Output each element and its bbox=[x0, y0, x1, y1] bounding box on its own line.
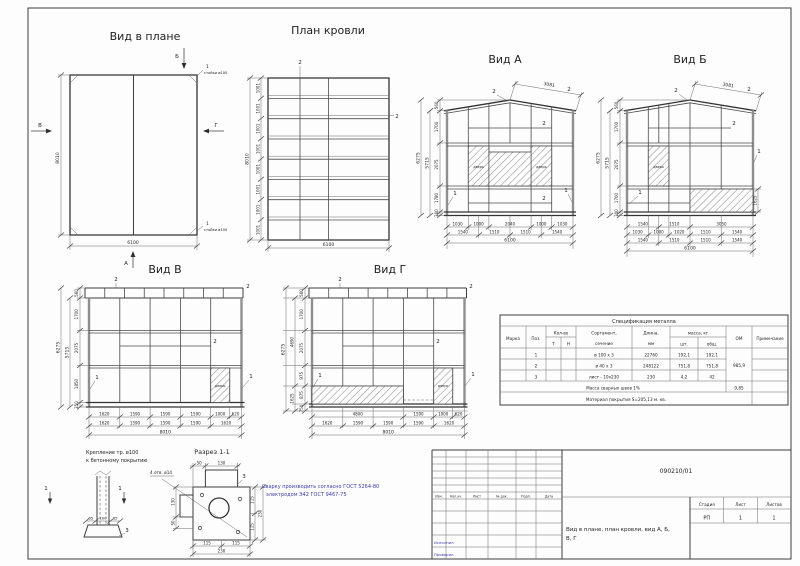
grid-marker: 2 bbox=[246, 284, 250, 290]
plate-outline bbox=[193, 487, 250, 540]
table-title: Спецификация металла bbox=[612, 319, 676, 325]
table-cell: 230 bbox=[647, 374, 655, 380]
table-cell: 192,1 bbox=[678, 352, 690, 358]
dim-label: 6100 bbox=[504, 238, 516, 244]
grid-marker: 2 bbox=[542, 121, 546, 127]
section-marker: Г bbox=[214, 123, 218, 129]
column-header: сечение bbox=[595, 341, 613, 346]
dim-label: 50 bbox=[196, 460, 202, 466]
weld-note bbox=[262, 484, 379, 498]
dim-label: 230 bbox=[217, 548, 226, 554]
dim-label: 1001 bbox=[255, 184, 261, 195]
dim-label: 5715 bbox=[65, 346, 71, 359]
roof-plan bbox=[245, 24, 399, 252]
dim-label: 1590 bbox=[413, 420, 424, 426]
grid-marker: 2 bbox=[567, 87, 571, 93]
grid-marker: 2 bbox=[436, 339, 440, 345]
table-cell: Масса сварных швов 1% bbox=[586, 385, 640, 391]
dim-label: 65 bbox=[112, 515, 118, 521]
dim-label: 1540 bbox=[552, 229, 563, 235]
base-plate bbox=[84, 525, 122, 537]
section-marker: 1 bbox=[118, 486, 122, 492]
table-cell: 42 bbox=[709, 374, 715, 380]
column-header: мм bbox=[647, 341, 655, 346]
dim-label: 115 bbox=[249, 496, 255, 504]
dim-label: 3081 bbox=[722, 82, 735, 90]
post-note: стойки ø100 bbox=[204, 228, 228, 232]
dim-label: 1001 bbox=[255, 204, 261, 215]
table-cell: лист - 10х230 bbox=[588, 374, 620, 380]
dim-label: 1510 bbox=[520, 229, 531, 235]
plan-view bbox=[31, 30, 228, 268]
dim-label: 8010 bbox=[245, 153, 251, 165]
titleblock-role: Проверил bbox=[434, 552, 454, 557]
dim-label: 1700 bbox=[614, 121, 620, 132]
arrow-icon bbox=[131, 251, 136, 257]
grid-marker: 2 bbox=[492, 89, 496, 95]
view-title: Вид А bbox=[488, 53, 522, 66]
view-title: Вид Г bbox=[373, 263, 407, 276]
dim-label: 4800 bbox=[352, 411, 363, 417]
dim-label: 50 bbox=[170, 520, 176, 526]
base-line bbox=[444, 212, 576, 216]
dim-label: 130 bbox=[170, 498, 176, 506]
column-header: масса, кг bbox=[687, 330, 709, 336]
dim-label: 6275 bbox=[56, 341, 62, 354]
section-marker: В bbox=[38, 123, 42, 129]
grid-marker: 2 bbox=[732, 121, 736, 127]
titleblock-header: Дата bbox=[544, 494, 554, 499]
fastening-detail bbox=[44, 450, 147, 537]
gusset-outline bbox=[180, 495, 193, 517]
dim-label: 1001 bbox=[255, 164, 261, 175]
column-header: ОМ bbox=[735, 336, 743, 341]
table-cell: 3 bbox=[534, 374, 538, 380]
dim-label: 115 bbox=[232, 540, 240, 546]
dim-lines bbox=[170, 460, 266, 557]
dim-label: 1590 bbox=[129, 420, 141, 426]
dim-ticks bbox=[58, 73, 200, 249]
door-label: дверь bbox=[437, 384, 449, 388]
dim-label: 1510 bbox=[700, 229, 711, 235]
dim-label: 1000 bbox=[653, 229, 664, 235]
titleblock-header: Лист bbox=[472, 494, 482, 499]
post-note: стойки ø100 bbox=[204, 71, 228, 75]
table-cell: 2 bbox=[534, 363, 538, 369]
grid-marker: 2 bbox=[674, 88, 678, 94]
dim-label: 2075 bbox=[74, 342, 80, 354]
titleblock-header: Лист bbox=[735, 502, 746, 507]
dim-label: 1540 bbox=[637, 237, 648, 243]
dim-label: 1510 bbox=[669, 221, 680, 227]
leader-lines bbox=[300, 66, 394, 116]
leader-lines bbox=[754, 155, 757, 162]
dim-label: 1000 bbox=[215, 411, 226, 417]
dim-label: 230 bbox=[257, 509, 263, 518]
dim-label: 6275 bbox=[416, 152, 422, 164]
dim-label: 2040 bbox=[504, 221, 516, 227]
column-header: Марка bbox=[506, 336, 520, 341]
dim-label: 1590 bbox=[190, 420, 201, 426]
doc-number: 090210/01 bbox=[659, 468, 693, 475]
wall-hatch bbox=[312, 386, 403, 404]
break-line bbox=[95, 471, 111, 475]
title-block bbox=[432, 450, 791, 559]
pipe-circle bbox=[209, 498, 229, 518]
base-line bbox=[309, 404, 468, 407]
column-header: Длина, bbox=[643, 330, 659, 336]
grid-marker: 2 bbox=[213, 339, 217, 345]
dim-label: 1000 bbox=[536, 221, 547, 227]
dim-label: 1001 bbox=[255, 143, 261, 154]
leader-lines bbox=[242, 380, 249, 388]
dim-label: 300 bbox=[434, 209, 440, 217]
view-title: Разрез 1-1 bbox=[194, 448, 230, 456]
dim-lines bbox=[283, 288, 312, 411]
section-marker: А bbox=[124, 261, 128, 267]
item-marker: 1 bbox=[453, 191, 457, 197]
grid-marker: 2 bbox=[114, 277, 118, 283]
table-cell: 22760 bbox=[644, 352, 658, 358]
dim-label: 3050 bbox=[716, 221, 727, 227]
dim-label: 1700 bbox=[74, 309, 80, 320]
grid-marker: 2 bbox=[469, 284, 473, 290]
dim-label: 1620 bbox=[99, 411, 110, 417]
dim-label: 560 bbox=[299, 289, 305, 297]
base-line bbox=[86, 403, 245, 408]
stage-value: РП bbox=[703, 515, 711, 522]
table-cell: 9,85 bbox=[734, 385, 744, 391]
dim-label: 3081 bbox=[543, 82, 556, 89]
table-cell: 192,1 bbox=[706, 352, 718, 358]
dim-label: 1030 bbox=[632, 229, 643, 235]
dim-label: 875 bbox=[299, 391, 305, 399]
dim-label: 1590 bbox=[383, 420, 394, 426]
dim-ticks bbox=[283, 286, 308, 414]
dim-label: 8010 bbox=[56, 152, 61, 164]
dim-label: 1540 bbox=[732, 237, 743, 243]
sheet-value: 1 bbox=[738, 515, 743, 522]
item-marker: 1 bbox=[206, 222, 209, 227]
dim-label: 1590 bbox=[160, 411, 171, 417]
section-marker: 1 bbox=[44, 486, 48, 492]
dim-label: 1540 bbox=[732, 229, 743, 235]
column-header: Н bbox=[566, 341, 571, 347]
linework bbox=[329, 288, 447, 298]
table-cell: 1 bbox=[534, 352, 538, 358]
dim-ticks bbox=[170, 464, 266, 557]
dim-label: 975 bbox=[299, 371, 305, 380]
column-header: Поз. bbox=[531, 336, 541, 341]
dim-label: 6100 bbox=[127, 241, 139, 246]
grid-marker: 2 bbox=[298, 60, 302, 66]
table-cell: 751,8 bbox=[706, 363, 718, 369]
dim-label: 1030 bbox=[452, 221, 463, 227]
titleblock-header: Изм. bbox=[435, 494, 443, 499]
dim-label: 2075 bbox=[614, 159, 620, 170]
view-title: Вид в плане bbox=[109, 30, 181, 43]
dim-ticks bbox=[598, 98, 623, 219]
dim-label: 1510 bbox=[669, 237, 680, 243]
bolt-hole bbox=[238, 497, 241, 500]
dim-label: 8010 bbox=[382, 430, 394, 436]
dim-label: 6100 bbox=[684, 246, 696, 252]
bolt-hole bbox=[198, 526, 201, 529]
column-header: Т bbox=[552, 341, 555, 347]
dim-label: 1590 bbox=[190, 411, 201, 417]
table-cell: 751,8 bbox=[678, 363, 690, 369]
titleblock-role: Исполнил bbox=[434, 540, 454, 545]
bolt-hole bbox=[200, 493, 203, 496]
door-label: дверь bbox=[536, 165, 547, 169]
table-cell: ø 40 х 3 bbox=[595, 363, 613, 369]
dim-label: 1625 bbox=[752, 195, 758, 206]
dim-label: 1700 bbox=[434, 121, 440, 132]
gusset-outline bbox=[205, 470, 237, 487]
grid-marker: 2 bbox=[542, 196, 546, 202]
column-header: Примечание bbox=[756, 336, 784, 341]
rails bbox=[89, 331, 242, 369]
dim-label: 65 bbox=[88, 515, 94, 521]
item-marker: 1 bbox=[638, 190, 642, 196]
view-title: Вид В bbox=[148, 263, 182, 276]
dim-label: 115 bbox=[203, 540, 211, 546]
dim-label: 1030 bbox=[557, 221, 568, 227]
column-header: общ. bbox=[706, 341, 718, 347]
table-cell: 248122 bbox=[643, 363, 659, 369]
grid-marker: 2 bbox=[338, 277, 342, 283]
drawing-title: Вид в плане, план кровли, вид А, Б, bbox=[566, 527, 670, 533]
dim-label: 130 bbox=[217, 460, 226, 466]
dim-label: 620 bbox=[454, 411, 463, 417]
grid-marker: 2 bbox=[747, 87, 751, 93]
titleblock-header: Листов bbox=[766, 502, 782, 507]
wall-hatch bbox=[690, 189, 753, 212]
item-marker: 1 bbox=[95, 375, 99, 381]
dim-label: 560 bbox=[74, 289, 80, 297]
view-title: Вид Б bbox=[673, 53, 707, 66]
dim-ticks bbox=[247, 76, 392, 251]
titleblock-header: Стадия bbox=[698, 502, 715, 507]
dim-label: 1620 bbox=[444, 420, 455, 426]
dim-label: 1700 bbox=[614, 192, 620, 204]
view-g bbox=[280, 263, 474, 439]
note-text: электродом Э42 ГОСТ 9467-75 bbox=[266, 492, 347, 498]
table-border bbox=[500, 315, 788, 405]
gate-hatch bbox=[489, 152, 531, 186]
arrow-icon bbox=[122, 499, 126, 505]
dim-label: 6275 bbox=[281, 343, 287, 356]
dim-ticks bbox=[58, 286, 83, 410]
dim-label: 1700 bbox=[299, 309, 305, 320]
view-title: План кровли bbox=[291, 24, 365, 37]
column-header: шт. bbox=[680, 341, 688, 347]
linework bbox=[268, 78, 389, 240]
arrow-icon bbox=[203, 129, 209, 134]
leader-lines bbox=[465, 378, 471, 386]
dim-label: 1620 bbox=[322, 420, 333, 426]
dim-label: 1780 bbox=[434, 192, 440, 204]
dim-label: 115 bbox=[249, 523, 255, 531]
note-text: к бетонному покрытию bbox=[86, 458, 148, 464]
view-v bbox=[55, 263, 252, 439]
dim-label: 1001 bbox=[255, 103, 261, 114]
dim-label: 1510 bbox=[489, 229, 500, 235]
view-a bbox=[415, 53, 584, 249]
table-cell: 985,9 bbox=[733, 363, 745, 368]
leader-lines bbox=[197, 70, 203, 231]
dim-label: 1001 bbox=[255, 83, 261, 94]
section-marker: Б bbox=[175, 54, 179, 60]
view-b bbox=[595, 53, 764, 257]
dim-label: 1540 bbox=[457, 229, 468, 235]
dim-label: 1590 bbox=[352, 420, 364, 426]
dim-label: 1000 bbox=[473, 221, 484, 227]
linework bbox=[105, 288, 224, 298]
table-cell: 4,2 bbox=[680, 374, 688, 380]
dim-label: 350 bbox=[74, 401, 80, 409]
dim-label: 1510 bbox=[700, 237, 711, 243]
dim-lines bbox=[58, 75, 197, 250]
note-text: 4 отв. ø14 bbox=[150, 470, 173, 475]
column-header: Сортамент, bbox=[591, 330, 617, 336]
titleblock-header: Кол.уч. bbox=[449, 494, 463, 499]
dim-label: 1620 bbox=[221, 420, 232, 426]
arrow-icon bbox=[48, 499, 52, 505]
leader-lines bbox=[90, 381, 95, 389]
titleblock-header: № док. bbox=[496, 494, 508, 499]
item-marker: 1 bbox=[471, 372, 475, 378]
base-line bbox=[624, 212, 756, 216]
dim-label: 620 bbox=[231, 411, 240, 417]
item-marker: 1 bbox=[564, 188, 568, 194]
dim-label: 300 bbox=[614, 209, 620, 217]
dim-label: 6100 bbox=[322, 243, 335, 248]
dim-label: 100 bbox=[99, 515, 107, 521]
drawing-title: В, Г bbox=[566, 536, 577, 542]
leader-lines bbox=[448, 197, 453, 205]
dim-label: 560 bbox=[614, 101, 620, 110]
dim-label: 1590 bbox=[413, 411, 424, 417]
arrow-icon bbox=[182, 63, 187, 69]
dim-label: 2075 bbox=[434, 159, 440, 170]
dim-label: 750 bbox=[299, 404, 305, 413]
dim-label: 1850 bbox=[74, 378, 80, 390]
door-label: дверь bbox=[653, 165, 664, 169]
item-marker: 1 bbox=[249, 374, 253, 380]
note-text: Сварку производить согласно ГОСТ 5264-80 bbox=[262, 484, 380, 490]
column-header: Кол-во bbox=[553, 330, 569, 336]
item-marker: 1 bbox=[757, 149, 761, 155]
dim-ticks bbox=[418, 98, 443, 219]
item-marker: 1 bbox=[318, 373, 322, 379]
section-detail bbox=[150, 448, 266, 557]
item-marker: 3 bbox=[242, 474, 246, 480]
item-marker: 1 bbox=[206, 65, 209, 70]
dim-label: 2075 bbox=[299, 342, 305, 354]
dim-label: 1620 bbox=[99, 420, 110, 426]
door-label: дверь bbox=[473, 165, 484, 169]
dim-label: 5715 bbox=[605, 157, 611, 169]
item-marker: 3 bbox=[125, 528, 129, 534]
arrow-icon bbox=[46, 129, 52, 134]
leader-lines bbox=[568, 194, 572, 202]
dim-label: 5715 bbox=[425, 157, 431, 169]
dim-label: 6275 bbox=[596, 152, 602, 164]
dim-label: 1000 bbox=[438, 411, 449, 417]
dim-label: 1590 bbox=[129, 411, 141, 417]
table-cell: ø 100 х 3 bbox=[594, 352, 614, 358]
dim-label: 1020 bbox=[674, 229, 685, 235]
dim-label: 1540 bbox=[637, 221, 648, 227]
dim-label: 560 bbox=[434, 101, 440, 110]
note-text: Крепление тр. ø100 bbox=[86, 450, 139, 456]
dim-label: 8010 bbox=[159, 430, 172, 436]
dim-label: 1590 bbox=[160, 420, 171, 426]
door-label: дверь bbox=[214, 384, 226, 388]
dim-label: 1001 bbox=[255, 224, 261, 235]
dim-label: 4690 bbox=[289, 336, 295, 348]
dim-label: 1001 bbox=[255, 123, 261, 134]
leader-lines bbox=[679, 94, 687, 100]
grid-marker: 2 bbox=[395, 114, 399, 120]
table-cell: Материал покрытия S=205,13 м. кв. bbox=[585, 397, 667, 402]
dim-label: 1625 bbox=[289, 393, 295, 404]
spec-table bbox=[500, 315, 788, 405]
leader-lines bbox=[497, 95, 506, 100]
sheets-value: 1 bbox=[772, 515, 776, 522]
titleblock-header: Подп. bbox=[521, 494, 531, 499]
